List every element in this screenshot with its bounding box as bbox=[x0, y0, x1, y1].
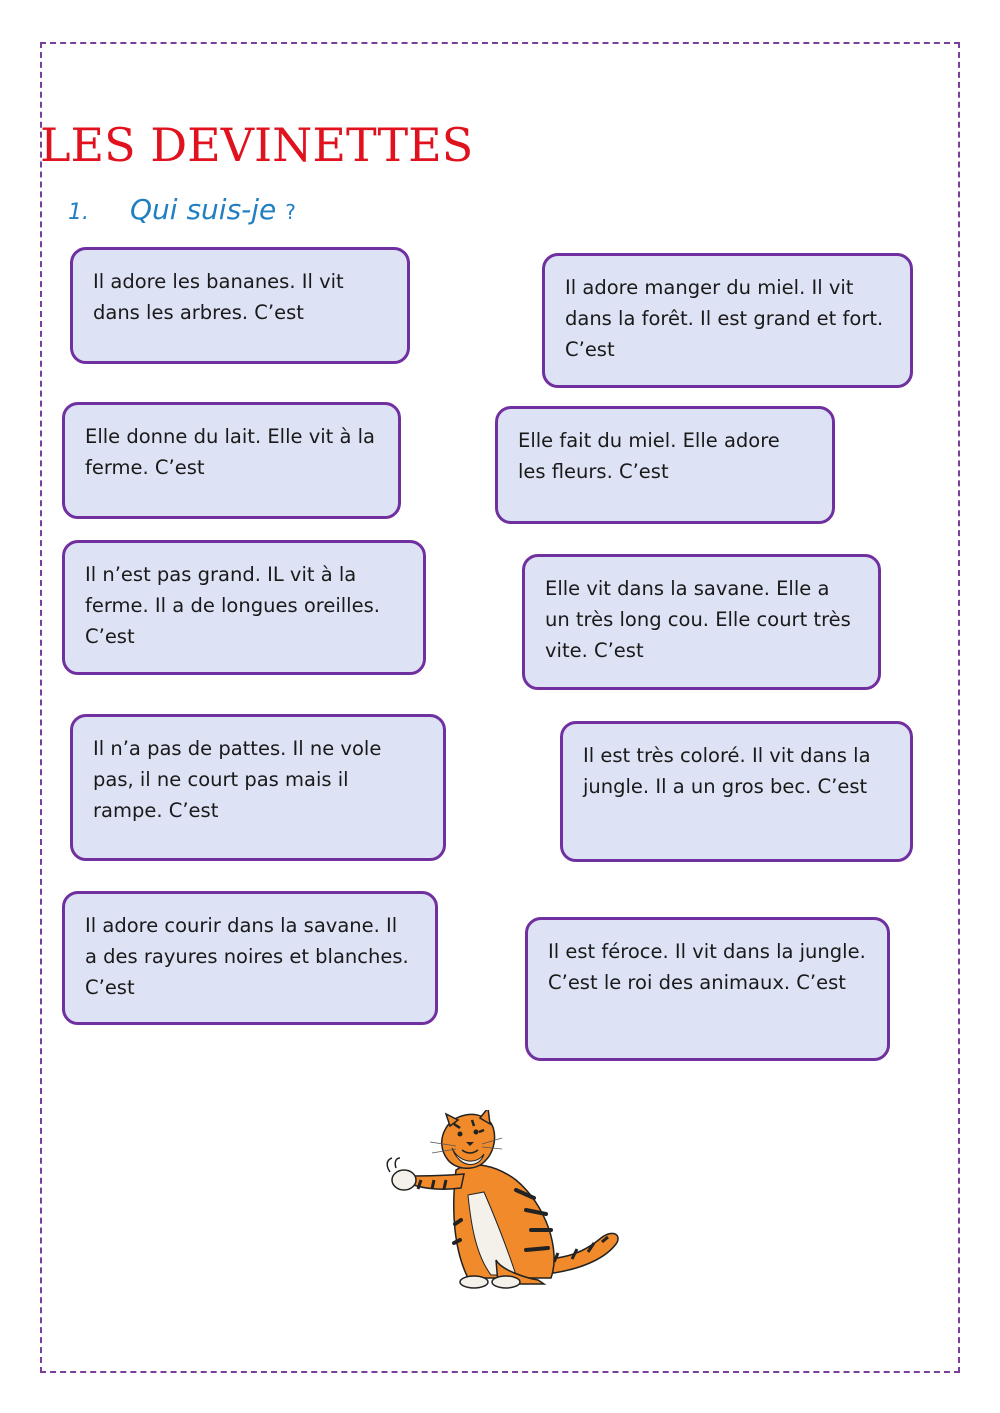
section-number: 1. bbox=[68, 200, 89, 225]
section-question-mark: ? bbox=[285, 200, 296, 224]
riddle-text: Il n’a pas de pattes. Il ne vole pas, il ne court pas mais il rampe. C’est bbox=[93, 737, 382, 822]
tiger-illustration bbox=[376, 1110, 626, 1290]
riddle-box-lion bbox=[525, 917, 890, 1061]
page-title: LES DEVINETTES bbox=[40, 118, 474, 172]
riddle-box-zebra bbox=[62, 891, 438, 1025]
riddle-box-parrot bbox=[560, 721, 913, 862]
riddle-text: Il n’est pas grand. IL vit à la ferme. Il a de longues oreilles. C’est bbox=[85, 563, 380, 648]
riddle-box-snake bbox=[70, 714, 446, 861]
riddle-text: Elle fait du miel. Elle adore les fleurs. C’est bbox=[518, 429, 780, 483]
riddle-box-giraffe bbox=[522, 554, 881, 690]
riddle-text: Il adore courir dans la savane. Il a des rayures noires et blanches. C’est bbox=[85, 914, 409, 999]
riddle-text: Il adore les bananes. Il vit dans les arbres. C’est bbox=[93, 270, 344, 324]
riddle-box-bee bbox=[495, 406, 835, 524]
riddle-box-cow bbox=[62, 402, 401, 519]
riddle-text: Elle vit dans la savane. Elle a un très long cou. Elle court très vite. C’est bbox=[545, 577, 851, 662]
riddle-text: Elle donne du lait. Elle vit à la ferme. C’est bbox=[85, 425, 376, 479]
riddle-box-monkey bbox=[70, 247, 410, 364]
section-heading bbox=[68, 193, 296, 226]
riddle-text: Il adore manger du miel. Il vit dans la forêt. Il est grand et fort. C’est bbox=[565, 276, 884, 361]
section-heading-text: Qui suis-je bbox=[130, 193, 277, 226]
riddle-box-rabbit bbox=[62, 540, 426, 675]
riddle-box-bear bbox=[542, 253, 913, 388]
riddle-text: Il est très coloré. Il vit dans la jungle. Il a un gros bec. C’est bbox=[583, 744, 871, 798]
riddle-text: Il est féroce. Il vit dans la jungle. C’est le roi des animaux. C’est bbox=[548, 940, 866, 994]
